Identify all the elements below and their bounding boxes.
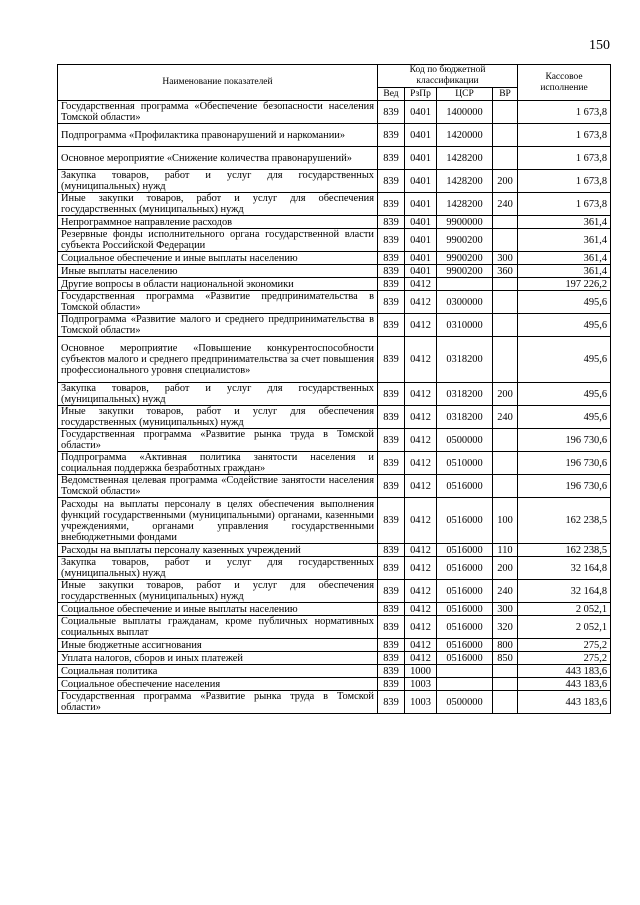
row-csr xyxy=(437,665,493,678)
row-ved: 839 xyxy=(378,216,405,229)
row-amount: 275,2 xyxy=(518,639,611,652)
row-name: Непрограммное направление расходов xyxy=(58,216,378,229)
row-ved: 839 xyxy=(378,170,405,193)
row-ved: 839 xyxy=(378,678,405,691)
row-name: Государственная программа «Развитие рынка труда в Томской области» xyxy=(58,429,378,452)
row-rzpr: 0412 xyxy=(405,314,437,337)
row-csr: 9900200 xyxy=(437,229,493,252)
row-rzpr: 0412 xyxy=(405,452,437,475)
row-amount: 1 673,8 xyxy=(518,170,611,193)
row-csr xyxy=(437,278,493,291)
row-name: Подпрограмма «Развитие малого и среднего предпринимательства в Томской области» xyxy=(58,314,378,337)
row-name: Подпрограмма «Активная политика занятости населения и социальная поддержка безработных граждан» xyxy=(58,452,378,475)
row-vr: 110 xyxy=(493,544,518,557)
row-ved: 839 xyxy=(378,406,405,429)
table-row xyxy=(58,216,611,229)
row-ved: 839 xyxy=(378,603,405,616)
row-name: Основное мероприятие «Повышение конкурентоспособности субъектов малого и среднего предпринимательства за счет повышения профессионального уровня специалистов» xyxy=(58,337,378,383)
row-amount: 1 673,8 xyxy=(518,193,611,216)
row-ved: 839 xyxy=(378,252,405,265)
row-vr: 800 xyxy=(493,639,518,652)
row-vr xyxy=(493,291,518,314)
table-row xyxy=(58,278,611,291)
row-name: Социальное обеспечение и иные выплаты населению xyxy=(58,252,378,265)
row-rzpr: 0412 xyxy=(405,652,437,665)
row-ved: 839 xyxy=(378,452,405,475)
row-name: Резервные фонды исполнительного органа государственной власти субъекта Российской Федерации xyxy=(58,229,378,252)
table-row xyxy=(58,678,611,691)
row-vr: 200 xyxy=(493,557,518,580)
row-name: Иные закупки товаров, работ и услуг для обеспечения государственных (муниципальных) нужд xyxy=(58,193,378,216)
row-rzpr: 1003 xyxy=(405,678,437,691)
row-vr xyxy=(493,452,518,475)
row-csr: 0516000 xyxy=(437,652,493,665)
row-vr: 300 xyxy=(493,252,518,265)
header-rzpr: РзПр xyxy=(405,88,437,101)
row-amount: 196 730,6 xyxy=(518,475,611,498)
row-csr: 0500000 xyxy=(437,429,493,452)
row-name: Социальное обеспечение и иные выплаты населению xyxy=(58,603,378,616)
row-csr: 1420000 xyxy=(437,124,493,147)
row-vr xyxy=(493,314,518,337)
row-name: Закупка товаров, работ и услуг для государственных (муниципальных) нужд xyxy=(58,170,378,193)
row-name: Государственная программа «Развитие предпринимательства в Томской области» xyxy=(58,291,378,314)
row-vr xyxy=(493,278,518,291)
row-vr: 360 xyxy=(493,265,518,278)
row-name: Подпрограмма «Профилактика правонарушений и наркомании» xyxy=(58,124,378,147)
row-rzpr: 0412 xyxy=(405,639,437,652)
table-row xyxy=(58,452,611,475)
row-ved: 839 xyxy=(378,124,405,147)
row-ved: 839 xyxy=(378,616,405,639)
row-rzpr: 1003 xyxy=(405,691,437,714)
header-name: Наименование показателей xyxy=(58,65,378,101)
row-name: Другие вопросы в области национальной экономики xyxy=(58,278,378,291)
row-ved: 839 xyxy=(378,475,405,498)
row-csr: 1428200 xyxy=(437,193,493,216)
row-rzpr: 0412 xyxy=(405,337,437,383)
row-amount: 495,6 xyxy=(518,291,611,314)
row-name: Государственная программа «Обеспечение безопасности населения Томской области» xyxy=(58,101,378,124)
table-row xyxy=(58,429,611,452)
row-vr xyxy=(493,337,518,383)
row-amount: 1 673,8 xyxy=(518,124,611,147)
row-vr xyxy=(493,429,518,452)
table-row xyxy=(58,691,611,714)
row-vr xyxy=(493,124,518,147)
row-amount: 162 238,5 xyxy=(518,498,611,544)
table-row xyxy=(58,193,611,216)
row-ved: 839 xyxy=(378,691,405,714)
table-row xyxy=(58,383,611,406)
row-csr: 0318200 xyxy=(437,383,493,406)
table-row xyxy=(58,314,611,337)
row-name: Государственная программа «Развитие рынка труда в Томской области» xyxy=(58,691,378,714)
row-rzpr: 0401 xyxy=(405,101,437,124)
row-vr xyxy=(493,691,518,714)
table-row xyxy=(58,291,611,314)
row-vr xyxy=(493,101,518,124)
row-name: Иные выплаты населению xyxy=(58,265,378,278)
row-ved: 839 xyxy=(378,337,405,383)
table-row xyxy=(58,406,611,429)
row-amount: 196 730,6 xyxy=(518,452,611,475)
row-name: Расходы на выплаты персоналу казенных учреждений xyxy=(58,544,378,557)
row-csr: 0516000 xyxy=(437,475,493,498)
row-amount: 2 052,1 xyxy=(518,616,611,639)
row-vr: 240 xyxy=(493,193,518,216)
row-rzpr: 0412 xyxy=(405,278,437,291)
row-rzpr: 0412 xyxy=(405,475,437,498)
row-amount: 197 226,2 xyxy=(518,278,611,291)
row-csr: 0300000 xyxy=(437,291,493,314)
row-vr: 240 xyxy=(493,406,518,429)
row-amount: 361,4 xyxy=(518,229,611,252)
row-amount: 495,6 xyxy=(518,314,611,337)
row-name: Иные бюджетные ассигнования xyxy=(58,639,378,652)
table-row xyxy=(58,665,611,678)
row-rzpr: 0412 xyxy=(405,603,437,616)
row-ved: 839 xyxy=(378,291,405,314)
row-name: Закупка товаров, работ и услуг для государственных (муниципальных) нужд xyxy=(58,557,378,580)
row-name: Основное мероприятие «Снижение количества правонарушений» xyxy=(58,147,378,170)
row-csr: 0516000 xyxy=(437,544,493,557)
row-csr: 9900000 xyxy=(437,216,493,229)
row-csr: 1400000 xyxy=(437,101,493,124)
table-row xyxy=(58,170,611,193)
row-name: Ведомственная целевая программа «Содействие занятости населения Томской области» xyxy=(58,475,378,498)
row-csr: 0516000 xyxy=(437,580,493,603)
row-vr: 100 xyxy=(493,498,518,544)
row-amount: 361,4 xyxy=(518,252,611,265)
row-csr: 0318200 xyxy=(437,406,493,429)
row-amount: 32 164,8 xyxy=(518,557,611,580)
row-csr xyxy=(437,678,493,691)
row-name: Социальные выплаты гражданам, кроме публичных нормативных социальных выплат xyxy=(58,616,378,639)
row-ved: 839 xyxy=(378,580,405,603)
row-amount: 1 673,8 xyxy=(518,147,611,170)
table-row xyxy=(58,557,611,580)
row-rzpr: 0401 xyxy=(405,216,437,229)
row-name: Иные закупки товаров, работ и услуг для обеспечения государственных (муниципальных) нужд xyxy=(58,406,378,429)
row-amount: 1 673,8 xyxy=(518,101,611,124)
row-rzpr: 0412 xyxy=(405,557,437,580)
row-vr xyxy=(493,665,518,678)
row-rzpr: 0401 xyxy=(405,170,437,193)
row-vr xyxy=(493,678,518,691)
row-rzpr: 0412 xyxy=(405,616,437,639)
page-number: 150 xyxy=(589,38,610,53)
row-amount: 443 183,6 xyxy=(518,691,611,714)
row-rzpr: 0412 xyxy=(405,580,437,603)
table-row xyxy=(58,265,611,278)
table-row xyxy=(58,337,611,383)
header-amount: Кассовое исполнение xyxy=(518,65,611,101)
row-vr xyxy=(493,147,518,170)
row-vr: 850 xyxy=(493,652,518,665)
row-csr: 0516000 xyxy=(437,557,493,580)
row-amount: 32 164,8 xyxy=(518,580,611,603)
row-csr: 0516000 xyxy=(437,498,493,544)
row-csr: 0318200 xyxy=(437,337,493,383)
table-row xyxy=(58,229,611,252)
row-amount: 361,4 xyxy=(518,265,611,278)
row-ved: 839 xyxy=(378,147,405,170)
row-name: Социальная политика xyxy=(58,665,378,678)
row-rzpr: 0401 xyxy=(405,252,437,265)
row-ved: 839 xyxy=(378,193,405,216)
table-row xyxy=(58,101,611,124)
header-csr: ЦСР xyxy=(437,88,493,101)
row-rzpr: 0401 xyxy=(405,193,437,216)
row-ved: 839 xyxy=(378,557,405,580)
table-row xyxy=(58,252,611,265)
row-csr: 0516000 xyxy=(437,616,493,639)
row-amount: 275,2 xyxy=(518,652,611,665)
row-csr: 1428200 xyxy=(437,170,493,193)
row-ved: 839 xyxy=(378,498,405,544)
row-amount: 443 183,6 xyxy=(518,665,611,678)
table-row xyxy=(58,147,611,170)
row-ved: 839 xyxy=(378,665,405,678)
row-rzpr: 0401 xyxy=(405,265,437,278)
row-rzpr: 0401 xyxy=(405,124,437,147)
row-rzpr: 1000 xyxy=(405,665,437,678)
row-amount: 495,6 xyxy=(518,406,611,429)
row-csr: 9900200 xyxy=(437,252,493,265)
table-row xyxy=(58,544,611,557)
table-header-row xyxy=(58,65,611,88)
header-ved: Вед xyxy=(378,88,405,101)
table-row xyxy=(58,616,611,639)
row-csr: 1428200 xyxy=(437,147,493,170)
row-rzpr: 0412 xyxy=(405,406,437,429)
row-ved: 839 xyxy=(378,314,405,337)
row-rzpr: 0401 xyxy=(405,229,437,252)
row-vr: 300 xyxy=(493,603,518,616)
row-ved: 839 xyxy=(378,101,405,124)
row-vr xyxy=(493,229,518,252)
row-rzpr: 0412 xyxy=(405,383,437,406)
row-ved: 839 xyxy=(378,229,405,252)
row-amount: 495,6 xyxy=(518,337,611,383)
budget-execution-table xyxy=(57,64,611,714)
row-amount: 361,4 xyxy=(518,216,611,229)
table-row xyxy=(58,652,611,665)
table-row xyxy=(58,603,611,616)
row-amount: 162 238,5 xyxy=(518,544,611,557)
row-csr: 0516000 xyxy=(437,639,493,652)
row-rzpr: 0412 xyxy=(405,498,437,544)
row-ved: 839 xyxy=(378,639,405,652)
row-name: Иные закупки товаров, работ и услуг для обеспечения государственных (муниципальных) нужд xyxy=(58,580,378,603)
row-csr: 0510000 xyxy=(437,452,493,475)
row-amount: 196 730,6 xyxy=(518,429,611,452)
row-name: Социальное обеспечение населения xyxy=(58,678,378,691)
table-row xyxy=(58,639,611,652)
row-ved: 839 xyxy=(378,278,405,291)
table-row xyxy=(58,580,611,603)
row-csr: 9900200 xyxy=(437,265,493,278)
row-vr: 240 xyxy=(493,580,518,603)
row-ved: 839 xyxy=(378,265,405,278)
row-csr: 0516000 xyxy=(437,603,493,616)
header-vr: ВР xyxy=(493,88,518,101)
row-ved: 839 xyxy=(378,652,405,665)
row-csr: 0500000 xyxy=(437,691,493,714)
header-code-group: Код по бюджетной классификации xyxy=(378,65,518,88)
row-amount: 2 052,1 xyxy=(518,603,611,616)
row-vr xyxy=(493,475,518,498)
table-row xyxy=(58,498,611,544)
row-name: Уплата налогов, сборов и иных платежей xyxy=(58,652,378,665)
row-vr: 200 xyxy=(493,170,518,193)
row-rzpr: 0412 xyxy=(405,544,437,557)
row-ved: 839 xyxy=(378,544,405,557)
row-amount: 443 183,6 xyxy=(518,678,611,691)
row-rzpr: 0412 xyxy=(405,291,437,314)
row-name: Расходы на выплаты персоналу в целях обеспечения выполнения функций государственными (муниципальными) органами, казенными учреждениями, органами управления государственными внебюджетными фондами xyxy=(58,498,378,544)
row-vr xyxy=(493,216,518,229)
row-name: Закупка товаров, работ и услуг для государственных (муниципальных) нужд xyxy=(58,383,378,406)
row-ved: 839 xyxy=(378,383,405,406)
row-rzpr: 0401 xyxy=(405,147,437,170)
row-csr: 0310000 xyxy=(437,314,493,337)
row-vr: 320 xyxy=(493,616,518,639)
row-rzpr: 0412 xyxy=(405,429,437,452)
row-amount: 495,6 xyxy=(518,383,611,406)
table-row xyxy=(58,124,611,147)
row-ved: 839 xyxy=(378,429,405,452)
table-row xyxy=(58,475,611,498)
row-vr: 200 xyxy=(493,383,518,406)
